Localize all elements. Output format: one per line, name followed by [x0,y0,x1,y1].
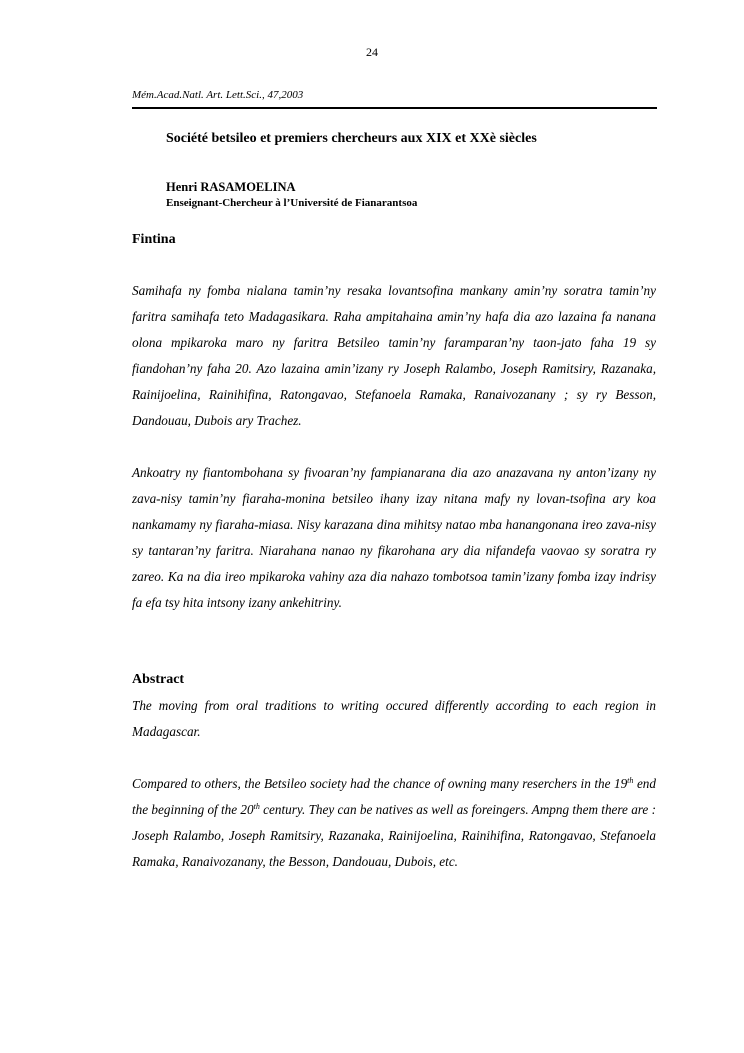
page-number: 24 [366,45,378,59]
author-name: Henri RASAMOELINA [166,180,296,194]
fintina-paragraph-2: Ankoatry ny fiantombohana sy fivoaran’ny fampianarana dia azo anazavana ny anton’izany ny zava-nisy tamin’ny fiaraha-monina betsileo ihany izay nitana mafy ny lovan-tsofina ary koa nankamamy ny fiaraha-miasa. Nisy karazana dina mihitsy natao mba hanangonana ireo zava-nisy sy tantaran’ny faritra. Niarahana nanao ny fikarohana ary dia nifandefa vaovao sy soratra ry zareo. Ka na dia ireo mpikaroka vahiny aza dia nahazo tombotsoa tamin’izany fomba izay indrisy fa efa tsy hita intsony izany ankehitriny. [132,465,656,610]
running-head: Mém.Acad.Natl. Art. Lett.Sci., 47,2003 [132,89,304,101]
abstract-heading: Abstract [132,672,185,687]
article-title: Société betsileo et premiers chercheurs aux XIX et XXè siècles [166,131,537,146]
superscript-th-1: th [627,776,634,785]
abstract-paragraph-2 [132,771,656,875]
abstract-paragraph-1: The moving from oral traditions to writing occured differently according to each region in Madagascar. [132,698,656,739]
superscript-th-2: th [253,802,260,811]
header-rule [132,107,657,109]
fintina-paragraph-1: Samihafa ny fomba nialana tamin’ny resaka lovantsofina mankany amin’ny soratra tamin’ny faritra samihafa teto Madagasikara. Raha ampitahaina amin’ny hafa dia azo lazaina fa nanana olona mpikaroka maro ny faritra Betsileo tamin’ny faramparan’ny taon-jato faha 19 sy fiandohan’ny faha 20. Azo lazaina amin’izany ry Joseph Ralambo, Joseph Ramitsiry, Razanaka, Rainijoelina, Rainihifina, Ratongavao, Stefanoela Ramaka, Ranaivozanany ; sy ry Besson, Dandouau, Dubois ary Trachez. [132,283,656,428]
abstract-p2-text-1: Compared to others, the Betsileo society had the chance of owning many reserchers in the 19 [132,776,628,791]
author-affiliation: Enseignant-Chercheur à l’Université de Fianarantsoa [166,197,418,209]
abstract-p2-text-2: end the beginning of the 20 [132,776,656,817]
fintina-heading: Fintina [132,232,176,247]
abstract-p2-text-3: century. They can be natives as well as foreingers. Ampng them there are : Joseph Ralambo, Joseph Ramitsiry, Razanaka, Rainijoelina, Rainihifina, Ratongavao, Stefanoela Ramaka, Ranaivozanany, the Besson, Dandouau, Dubois, etc. [132,802,656,869]
